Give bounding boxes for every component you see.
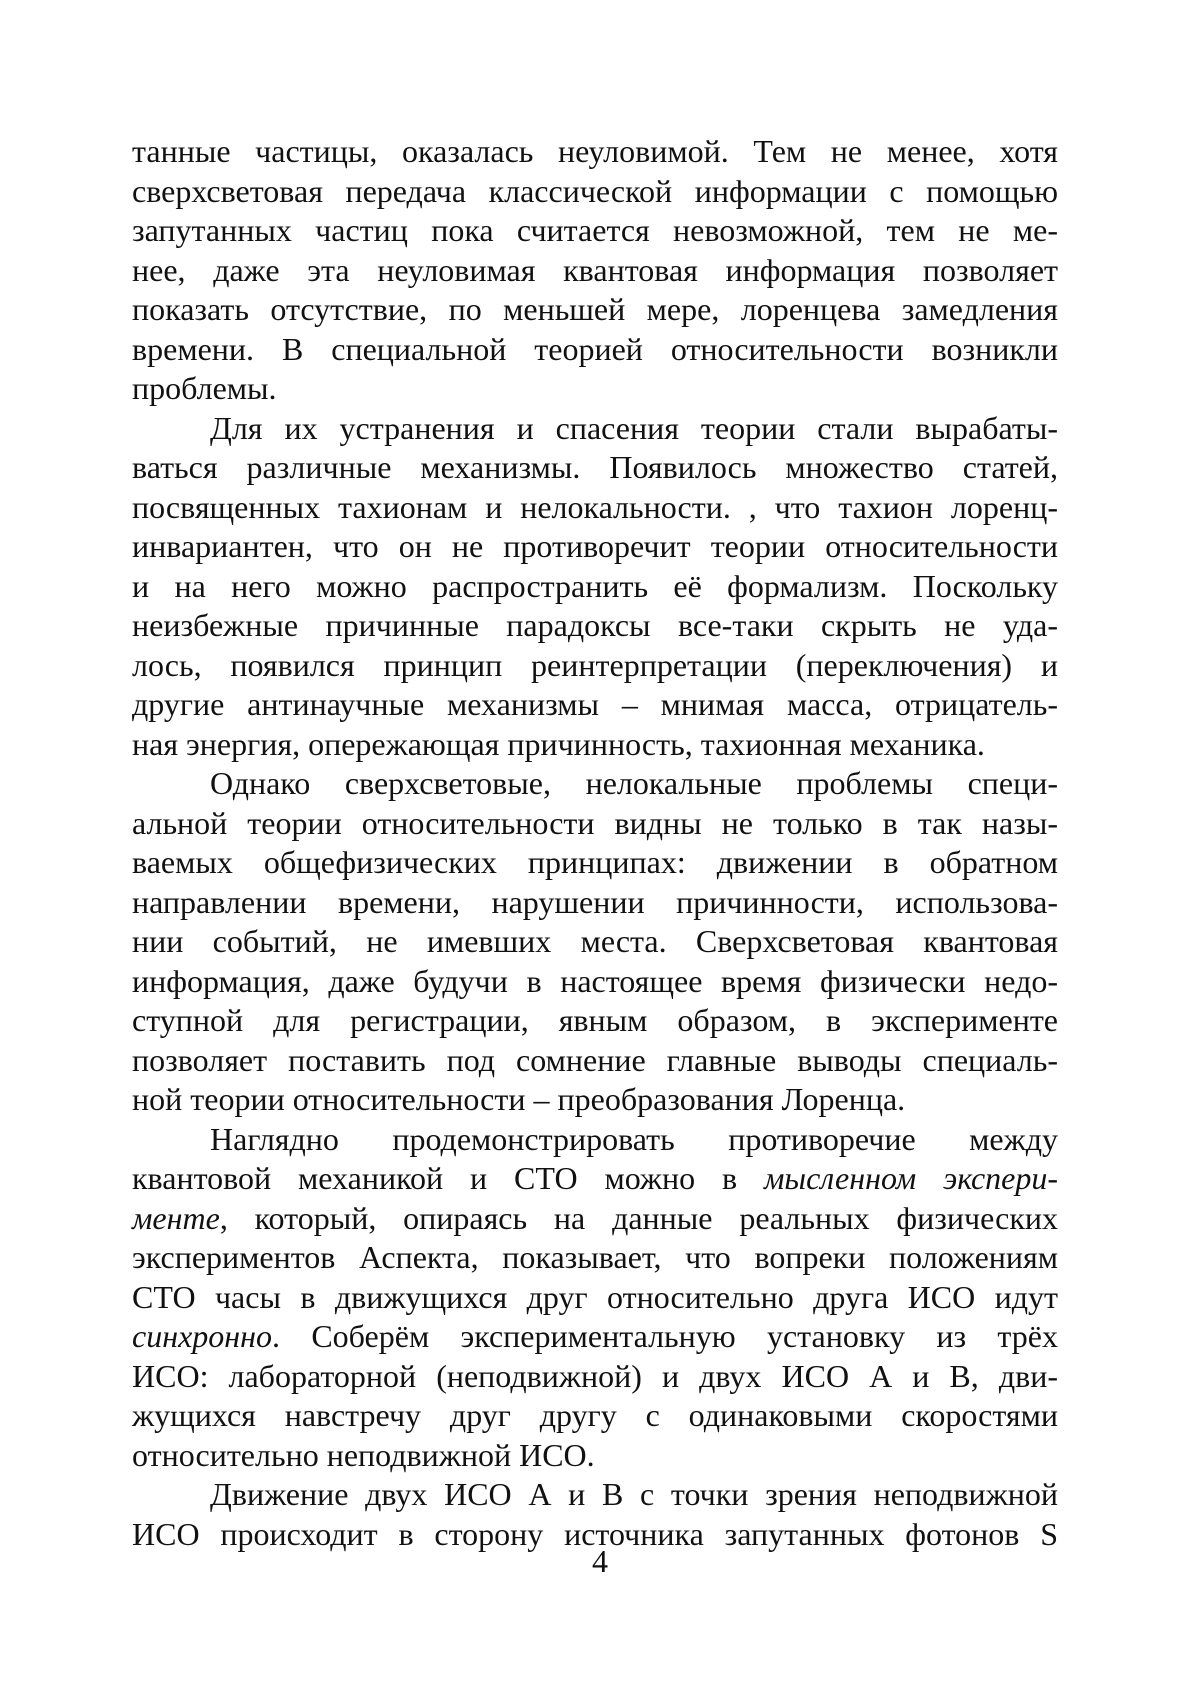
text-line: ваться различные механизмы. Появилось множество статей, <box>132 449 1058 485</box>
paragraph-2 <box>132 409 1058 765</box>
text-line: посвященных тахионам и нелокальности. , что тахион лоренц- <box>132 488 1058 525</box>
text-line: другие антинаучные механизмы – мнимая масса, отрицатель- <box>132 686 1058 722</box>
text-line: относительно неподвижной ИСО. <box>132 1436 595 1473</box>
text-line <box>132 1159 1058 1199</box>
text-line: Для их устранения и спасения теории стали вырабаты- <box>210 409 1058 446</box>
text-line: лось, появился принцип реинтерпретации (переключения) и <box>132 646 1058 683</box>
body-text <box>132 132 1058 1554</box>
text-line: инвариантен, что он не противоречит теории относительности <box>132 528 1058 564</box>
text-line: ной теории относительности – преобразования Лоренца. <box>132 1081 906 1117</box>
text-line: Наглядно продемонстрировать противоречие между <box>210 1120 1058 1157</box>
paragraph-4 <box>132 1120 1058 1476</box>
text-line: ИСО происходит в сторону источника запутанных фотонов S <box>132 1515 1058 1552</box>
text-line: ИСО: лабораторной (неподвижной) и двух ИСО А и В, дви- <box>132 1357 1058 1394</box>
text-line: Движение двух ИСО А и В с точки зрения неподвижной <box>210 1476 1058 1512</box>
text-line: сверхсветовая передача классической информации с помощью <box>132 172 1058 209</box>
text-fragment: , который, опираясь на данные реальных физических <box>219 1199 1058 1236</box>
text-line: СТО часы в движущихся друг относительно друга ИСО идут <box>132 1278 1058 1315</box>
text-line: танные частицы, оказалась неуловимой. Тем не менее, хотя <box>132 133 1058 169</box>
text-line <box>132 1199 1058 1239</box>
text-line: неизбежные причинные парадоксы все-таки скрыть не уда- <box>132 607 1058 643</box>
page-number: 4 <box>592 1543 608 1579</box>
text-line: времени. В специальной теорией относительности возникли <box>132 330 1058 367</box>
text-line: запутанных частиц пока считается невозможной, тем не ме- <box>132 212 1058 248</box>
text-line: ступной для регистрации, явным образом, в эксперименте <box>132 1002 1058 1038</box>
text-line: нее, даже эта неуловимая квантовая информация позволяет <box>132 251 1058 288</box>
text-line <box>132 1317 1058 1357</box>
text-line: информация, даже будучи в настоящее время физически недо- <box>132 962 1058 999</box>
text-line: Однако сверхсветовые, нелокальные проблемы специ- <box>210 765 1058 801</box>
text-line: проблемы. <box>132 370 277 406</box>
text-line: ная энергия, опережающая причинность, тахионная механика. <box>132 725 985 762</box>
text-fragment: квантовой механикой и СТО можно в <box>132 1160 764 1196</box>
text-line: экспериментов Аспекта, показывает, что вопреки положениям <box>132 1239 1058 1275</box>
text-fragment: . Соберём экспериментальную установку из трёх <box>272 1318 1058 1354</box>
italic-term: синхронно <box>132 1318 273 1354</box>
paragraph-1 <box>132 132 1058 409</box>
text-line: направлении времени, нарушении причинности, использова- <box>132 883 1058 920</box>
paragraph-3 <box>132 764 1058 1120</box>
italic-term: менте <box>132 1199 220 1236</box>
text-line: и на него можно распространить её формализм. Поскольку <box>132 567 1058 604</box>
italic-term: мысленном экспери- <box>764 1160 1058 1196</box>
text-line: ваемых общефизических принципах: движении в обратном <box>132 844 1058 880</box>
text-line: позволяет поставить под сомнение главные выводы специаль- <box>132 1041 1058 1078</box>
text-line: показать отсутствие, по меньшей мере, лоренцева замедления <box>132 291 1058 327</box>
text-line: жущихся навстречу друг другу с одинаковыми скоростями <box>132 1397 1058 1433</box>
text-line: альной теории относительности видны не только в так назы- <box>132 804 1058 841</box>
text-line: нии событий, не имевших места. Сверхсветовая квантовая <box>132 923 1058 959</box>
